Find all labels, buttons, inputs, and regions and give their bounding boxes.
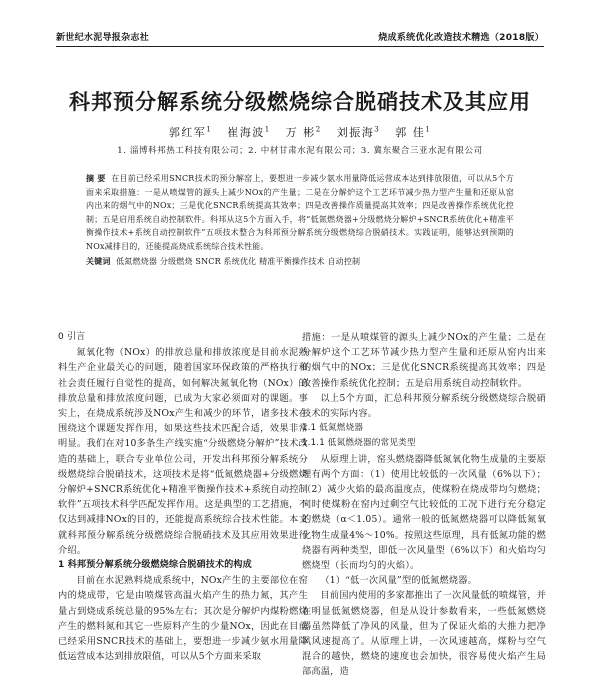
left-column <box>58 330 308 664</box>
paragraph: 氮氧化物（NOx）的排放总量和排放浓度是目前水泥熟料生产企业最关心的问题，随着国家环保政策的严格执行和社会责任履行自觉性的提高，如何解决氮氧化物（NOx）的排放总量和排放浓度问题，已成为大家必须面对的课题。事实上，在烧成系统涉及NOx产生和减少的环节，诸多技术在围绕这个课题发挥作用，如果这些技术匹配合适，效果非常明显。我们在对10多条生产线实施“分级燃烧分解炉”技术改造的基础上，联合专业单位公司，开发出科邦预分解系统分级燃烧综合脱硝技术，这项技术是将“低氮燃烧器+分级燃烧分解炉+SNCR系统优化+精准平衡操作技术+系统自动控制软件”五项技术科学匹配发挥作用。这是典型的工艺措施，不仅达到减排NOx的目的，还能提高系统综合技术性能。本文就科邦预分解系统分级燃烧综合脱硝技术及其应用效果进行介绍。 <box>58 347 308 556</box>
author: 万 彬$^2$ <box>285 125 322 139</box>
affiliations: 1. 淄博科邦热工科技有限公司；2. 中材甘肃水泥有限公司；3. 冀东聚合三亚水泥有限公司 <box>117 146 483 156</box>
paragraph: 目前国内使用的多家都推出了一次风量低的喷煤管，并在明显低氮燃烧器，但是从设计参数看来，一些低氮燃烧器虽然降低了净风的风量，但为了保证火焰的大推力把净风风速提高了。从原理上讲，一次风速越高，煤粉与空气混合的越快，燃烧的速度也会加快，很容易使火焰产生局部高温，造 <box>302 590 546 678</box>
abstract-label: 摘 要 <box>86 174 106 183</box>
paragraph: 目前在水泥熟料烧成系统中，NOx产生的主要部位在窑内的烧成带，它是由喷煤管高温火焰产生的热力氮，其产生量占到烧成系统总量的95%左右；其次是分解炉内煤粉燃烧产生的燃料氮和其它一些原料产生的少量NOx，因此在目前已经采用SNCR技术的基础上，要想进一步减少氨水用量降低运营成本达到排放限值，可以从5个方面来采取 <box>58 575 308 663</box>
list-item-heading: （1）“低一次风量”型的低氮燃烧器。 <box>320 575 478 587</box>
paragraph: 以上5个方面，汇总科邦预分解系统分级燃烧综合脱硝技术的实际内容。 <box>302 392 546 420</box>
running-header <box>56 30 544 43</box>
section-heading-1: 1 科邦预分解系统分级燃烧综合脱硝技术的构成 <box>58 560 252 571</box>
article-title: 科邦预分解系统分级燃烧综合脱硝技术及其应用 <box>69 90 531 114</box>
header-collection-title: 烧成系统优化改造技术精选（2018版） <box>378 33 544 43</box>
header-publisher: 新世纪水泥导报杂志社 <box>56 33 150 43</box>
section-heading-1-1-1: 1.1.1 低氮燃烧器的常见类型 <box>302 438 416 449</box>
paragraph: 措施：一是从喷煤管的源头上减少NOx的产生量；二是在分解炉这个工艺环节减少热力型产生量和还原从窑内出来的烟气中的NOx；三是优化SNCR系统提高其效率；四是改善操作系统优化控制；五是启用系统自动控制软件。 <box>302 332 546 389</box>
abstract-text: 在目前已经采用SNCR技术的预分解窑上，要想进一步减少氨水用量降低运营成本达到排放限值，可以从5个方面来采取措施：一是从喷煤管的源头上减少NOx的产生量；二是在分解炉这个工艺环节减少热力型产生量和还原从窑内出来的烟气中的NOx；三是优化SNCR系统提高其效率；四是改善操作质量提高其效率；四是改善操作系统优化控制；五是启用系统自动控制软件。科邦从这5个方面入手，将“低氮燃烧器+分级燃烧分解炉+SNCR系统优化+精准平衡操作技术+系统自动控制软件”五项技术整合为科邦预分解系统分级燃烧综合脱硝技术。实践证明，能够达到预期的NOx减排目的，还能提高烧成系统综合技术性能。 <box>86 174 514 251</box>
right-column <box>302 330 546 680</box>
author: 郭 佳$^1$ <box>395 125 432 139</box>
keywords-text: 低氮燃烧器 分级燃烧 SNCR 系统优化 精准平衡操作技术 自动控制 <box>116 257 361 266</box>
section-heading-1-1: 1.1 低氮燃烧器 <box>302 423 364 434</box>
author-list <box>0 124 600 140</box>
section-heading-intro: 0 引言 <box>58 332 86 342</box>
abstract <box>86 172 514 253</box>
header-rule <box>56 46 544 47</box>
author: 郭红军$^1$ <box>168 125 213 139</box>
keywords <box>86 255 514 269</box>
author: 崔海波$^1$ <box>227 125 271 139</box>
paragraph: 从原理上讲，窑头燃烧器降低氮氧化物生成量的主要原理有两个方面：（1）使用比较低的一次风量（6%以下）；（2）减少火焰的最高温度点，使煤粉在烧成带均匀燃烧；同时使煤粉在窑内过剩空气比较低的工况下进行充分稳定的燃烧（α＜1.05）。通常一般的低氮燃烧器可以降低氮氧化物生成量4%～10%。按照这些原理，具有低氮功能的燃烧器有两种类型，即低一次风量型（6%以下）和火焰均匀燃烧型（长而均匀的火焰）。 <box>302 453 546 572</box>
author: 刘振海$^3$ <box>336 125 381 139</box>
keywords-label: 关键词 <box>86 257 111 266</box>
abstract-block <box>86 172 514 269</box>
